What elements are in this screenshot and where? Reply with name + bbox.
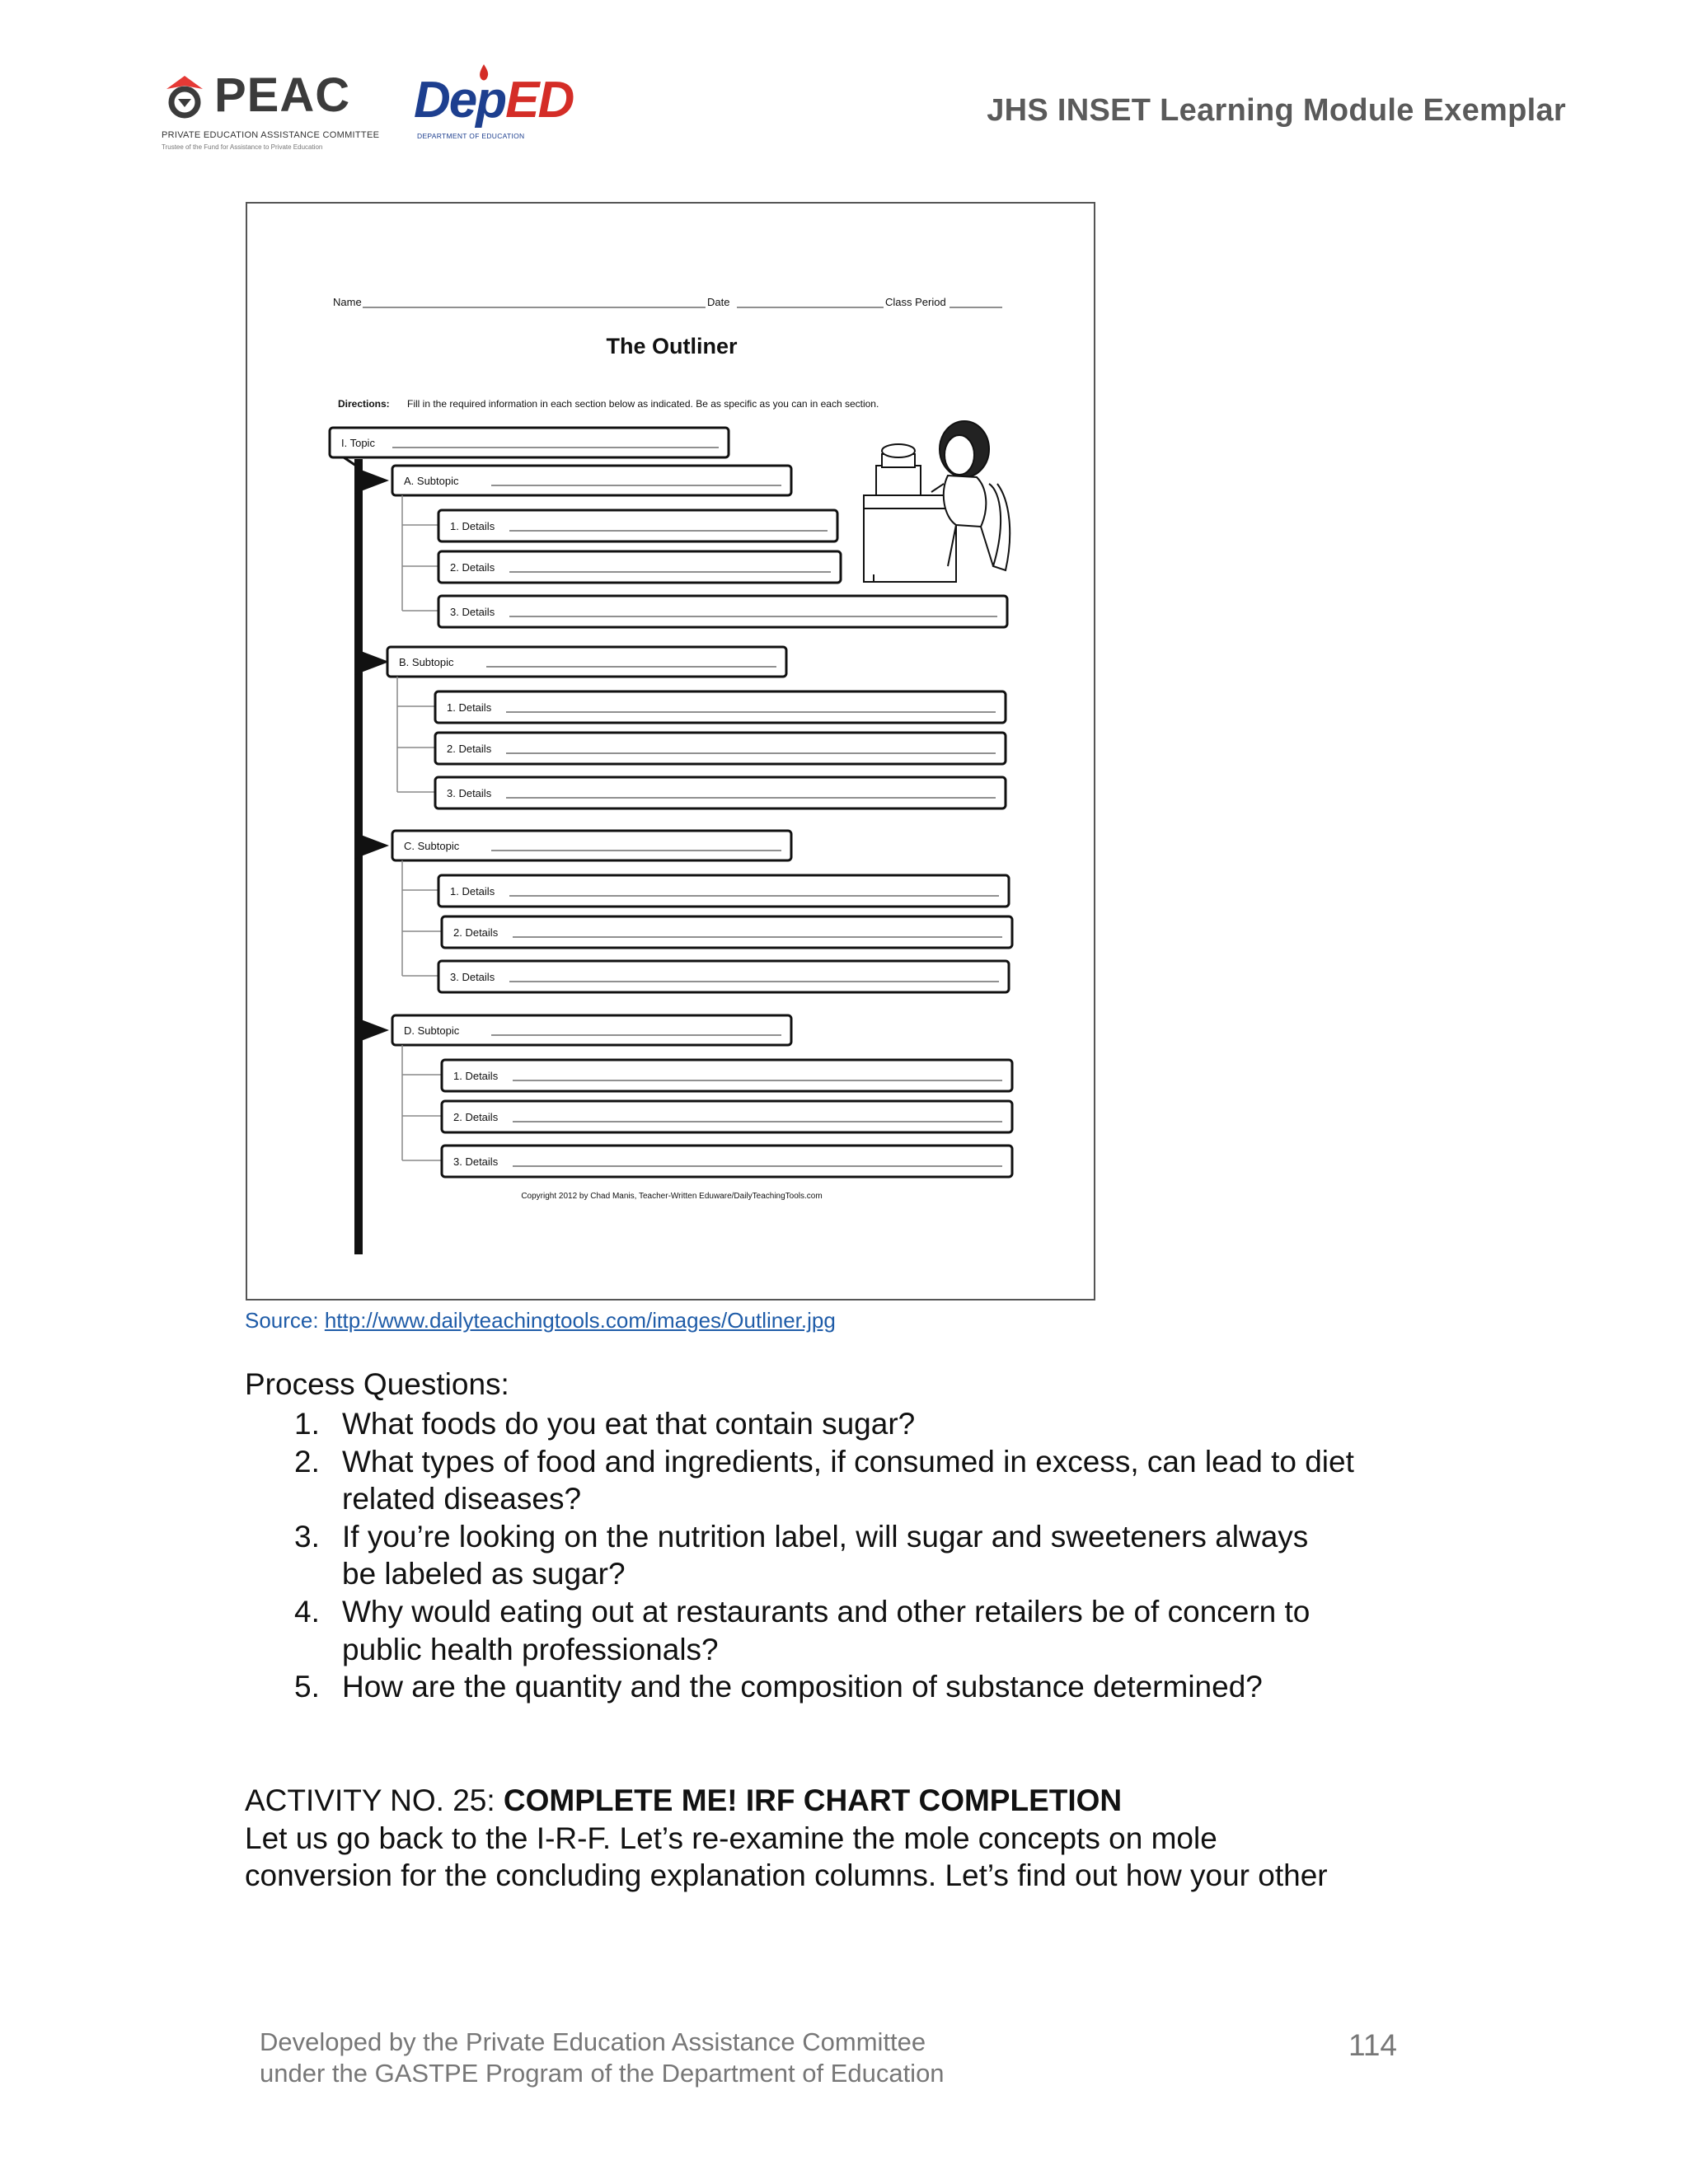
details-box-label: 2. Details [447,743,492,755]
deped-logo [414,64,574,147]
subtopic-arrow [354,467,389,494]
process-question-text: be labeled as sugar? [342,1557,626,1591]
details-box-label: 2. Details [453,1111,499,1123]
footer-line-1: Developed by the Private Education Assistance Committee [260,2027,926,2056]
details-box-label: 3. Details [453,1155,499,1168]
subtopic-arrow [354,832,389,859]
process-question-number: 4. [294,1594,320,1629]
deped-wordmark: DepED [414,72,574,129]
details-box-label: 1. Details [450,520,495,532]
process-question-text: public health professionals? [342,1632,719,1666]
peac-logo-text: PEAC [214,68,351,122]
details-box [442,1060,1012,1091]
process-question-item [245,1593,1448,1668]
process-question-text: How are the quantity and the composition of substance determined? [342,1670,1263,1704]
details-box [438,510,837,541]
process-question-item [245,1668,1448,1706]
details-box-label: 1. Details [450,885,495,898]
topic-box [330,428,729,457]
subtopic-arrow [354,649,389,675]
page-number: 114 [1348,2028,1397,2062]
peac-tagline: Trustee of the Fund for Assistance to Private Education [162,143,323,151]
outliner-worksheet-image [246,202,1095,1301]
process-question-item [245,1518,1448,1593]
image-source [245,1308,836,1333]
subtopic-box-label: B. Subtopic [399,656,454,668]
outliner-worksheet-drawing [247,204,1097,1302]
peac-subtitle: PRIVATE EDUCATION ASSISTANCE COMMITTEE [162,130,380,140]
activity-text-line-1: Let us go back to the I-R-F. Let’s re-examine the mole concepts on mole [245,1821,1217,1855]
process-question-number: 5. [294,1670,320,1704]
process-question-number: 1. [294,1407,320,1441]
process-question-text: If you’re looking on the nutrition label, will sugar and sweeteners always [342,1519,1309,1554]
details-box [438,875,1009,907]
details-box-label: 2. Details [450,561,495,574]
details-box-label: 3. Details [447,787,492,799]
subtopic-box-label: C. Subtopic [404,840,460,852]
details-box [435,777,1006,808]
details-box-label: 1. Details [453,1070,499,1082]
process-question-number: 2. [294,1444,320,1479]
ws-directions-text: Fill in the required information in each section below as indicated. Be as specific as you can in each section. [407,398,879,410]
ws-title: The Outliner [606,334,738,359]
details-box [438,551,841,583]
subtopic-arrow [354,1017,389,1043]
details-box-label: 1. Details [447,701,492,714]
process-questions-heading: Process Questions: [245,1367,509,1401]
teacher-at-desk-illustration [864,421,1010,582]
process-question-text: Why would eating out at restaurants and other retailers be of concern to [342,1594,1311,1629]
details-box [438,961,1009,992]
activity-section [245,1782,1481,1895]
ws-directions-label: Directions: [338,398,390,410]
ws-name-label: Name [333,296,362,308]
details-box [435,691,1006,723]
process-question-text: What foods do you eat that contain sugar? [342,1407,916,1441]
details-box [442,1146,1012,1177]
source-link[interactable]: http://www.dailyteachingtools.com/images/Outliner.jpg [324,1308,836,1333]
activity-title: COMPLETE ME! IRF CHART COMPLETION [503,1783,1123,1817]
peac-logo [162,68,392,155]
footer-credit [260,2027,945,2089]
module-title: JHS INSET Learning Module Exemplar [987,93,1566,128]
process-question-text: related diseases? [342,1482,582,1516]
details-box [438,596,1007,627]
process-question-item [245,1405,1448,1443]
ws-class-period-label: Class Period [885,296,946,308]
subtopic-box-label: D. Subtopic [404,1024,460,1037]
activity-text-line-2: conversion for the concluding explanation columns. Let’s find out how your other [245,1858,1328,1893]
topic-box-label: I. Topic [341,437,375,449]
details-box-label: 2. Details [453,926,499,939]
activity-heading [245,1782,1481,1820]
details-box [442,1101,1012,1132]
process-question-text: What types of food and ingredients, if consumed in excess, can lead to diet [342,1444,1354,1479]
details-box-label: 3. Details [450,606,495,618]
subtopic-box-label: A. Subtopic [404,475,459,487]
details-box [435,733,1006,764]
details-box-label: 3. Details [450,971,495,983]
process-question-item [245,1443,1448,1518]
source-label: Source: [245,1308,325,1333]
process-questions-list [245,1405,1448,1706]
deped-subtitle: DEPARTMENT OF EDUCATION [417,132,525,140]
details-box [442,916,1012,948]
process-question-number: 3. [294,1519,320,1554]
footer-line-2: under the GASTPE Program of the Department of Education [260,2059,945,2088]
ws-copyright: Copyright 2012 by Chad Manis, Teacher-Written Eduware/DailyTeachingTools.com [521,1192,823,1201]
ws-date-label: Date [707,296,730,308]
activity-prefix: ACTIVITY NO. 25: [245,1783,504,1817]
peac-emblem-icon [162,74,208,120]
